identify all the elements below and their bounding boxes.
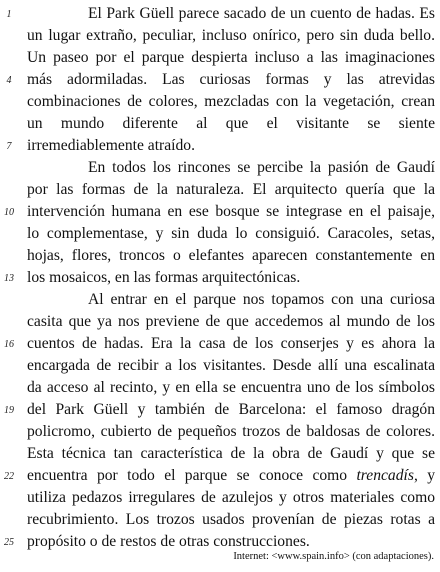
text-line-22-after: , y (413, 467, 435, 484)
text-line-24: recubrimiento. Los trozos usados provenían de piezas rotas a (27, 511, 435, 528)
text-line-25: propósito o de restos de otras construcciones. (27, 533, 310, 550)
line-number: 13 (4, 273, 14, 284)
text-line-19: del Park Güell y también de Barcelona: el famoso dragón (27, 401, 435, 418)
italic-term-trencadis: trencadís (356, 467, 414, 484)
line-number: 16 (4, 339, 14, 350)
text-line-10: intervención humana en ese bosque se integrase en el paisaje, (27, 203, 435, 220)
line-number: 25 (4, 537, 14, 548)
text-line-22-before: encuentra por todo el parque se conoce como (27, 467, 357, 484)
text-line-1: El Park Güell parece sacado de un cuento de hadas. Es (88, 5, 435, 22)
text-line-17: encargada de recibir a los visitantes. Desde allí una escalinata (27, 357, 435, 374)
line-number: 22 (4, 471, 14, 482)
line-number: 10 (4, 207, 14, 218)
text-line-2: un lugar extraño, peculiar, incluso onírico, pero sin duda bello. (27, 27, 435, 44)
text-line-18: da acceso al recinto, y en ella se encuentra uno de los símbolos (27, 379, 435, 396)
line-number: 4 (6, 75, 12, 86)
text-line-22 (27, 465, 435, 487)
text-line-21: Esta técnica tan característica de la obra de Gaudí y que se (27, 445, 435, 462)
text-line-4: más adormiladas. Las curiosas formas y las atrevidas (27, 71, 435, 88)
text-line-20: policromo, cubierto de pequeños trozos de baldosas de colores. (27, 423, 435, 440)
text-line-13: los mosaicos, en las formas arquitectónicas. (27, 269, 301, 286)
text-line-9: por las formas de la naturaleza. El arquitecto quería que la (27, 181, 435, 198)
text-line-12: hojas, flores, troncos o elefantes aparecen constantemente en (27, 247, 435, 264)
text-line-7: irremediablemente atraído. (27, 137, 195, 154)
text-line-14: Al entrar en el parque nos topamos con una curiosa (88, 291, 435, 308)
text-line-23: utiliza pedazos irregulares de azulejos y otros materiales como (27, 489, 435, 506)
text-line-11: lo complementase, y sin duda lo consiguió. Caracoles, setas, (27, 225, 435, 242)
text-line-3: Un paseo por el parque despierta incluso a las imaginaciones (27, 49, 435, 66)
text-line-8: En todos los rincones se percibe la pasión de Gaudí (88, 159, 435, 176)
line-number: 19 (4, 405, 14, 416)
text-line-5: combinaciones de colores, mezcladas con la vegetación, crean (27, 93, 435, 110)
text-line-6: un mundo diferente al que el visitante se siente (27, 115, 435, 132)
text-line-15: casita que ya nos previene de que accedemos al mundo de los (27, 313, 435, 330)
text-line-16: cuentos de hadas. Era la casa de los conserjes y es ahora la (27, 335, 435, 352)
line-number: 7 (6, 141, 12, 152)
source-attribution: Internet: <www.spain.info> (con adaptaciones). (233, 551, 434, 562)
line-number: 1 (6, 9, 12, 20)
